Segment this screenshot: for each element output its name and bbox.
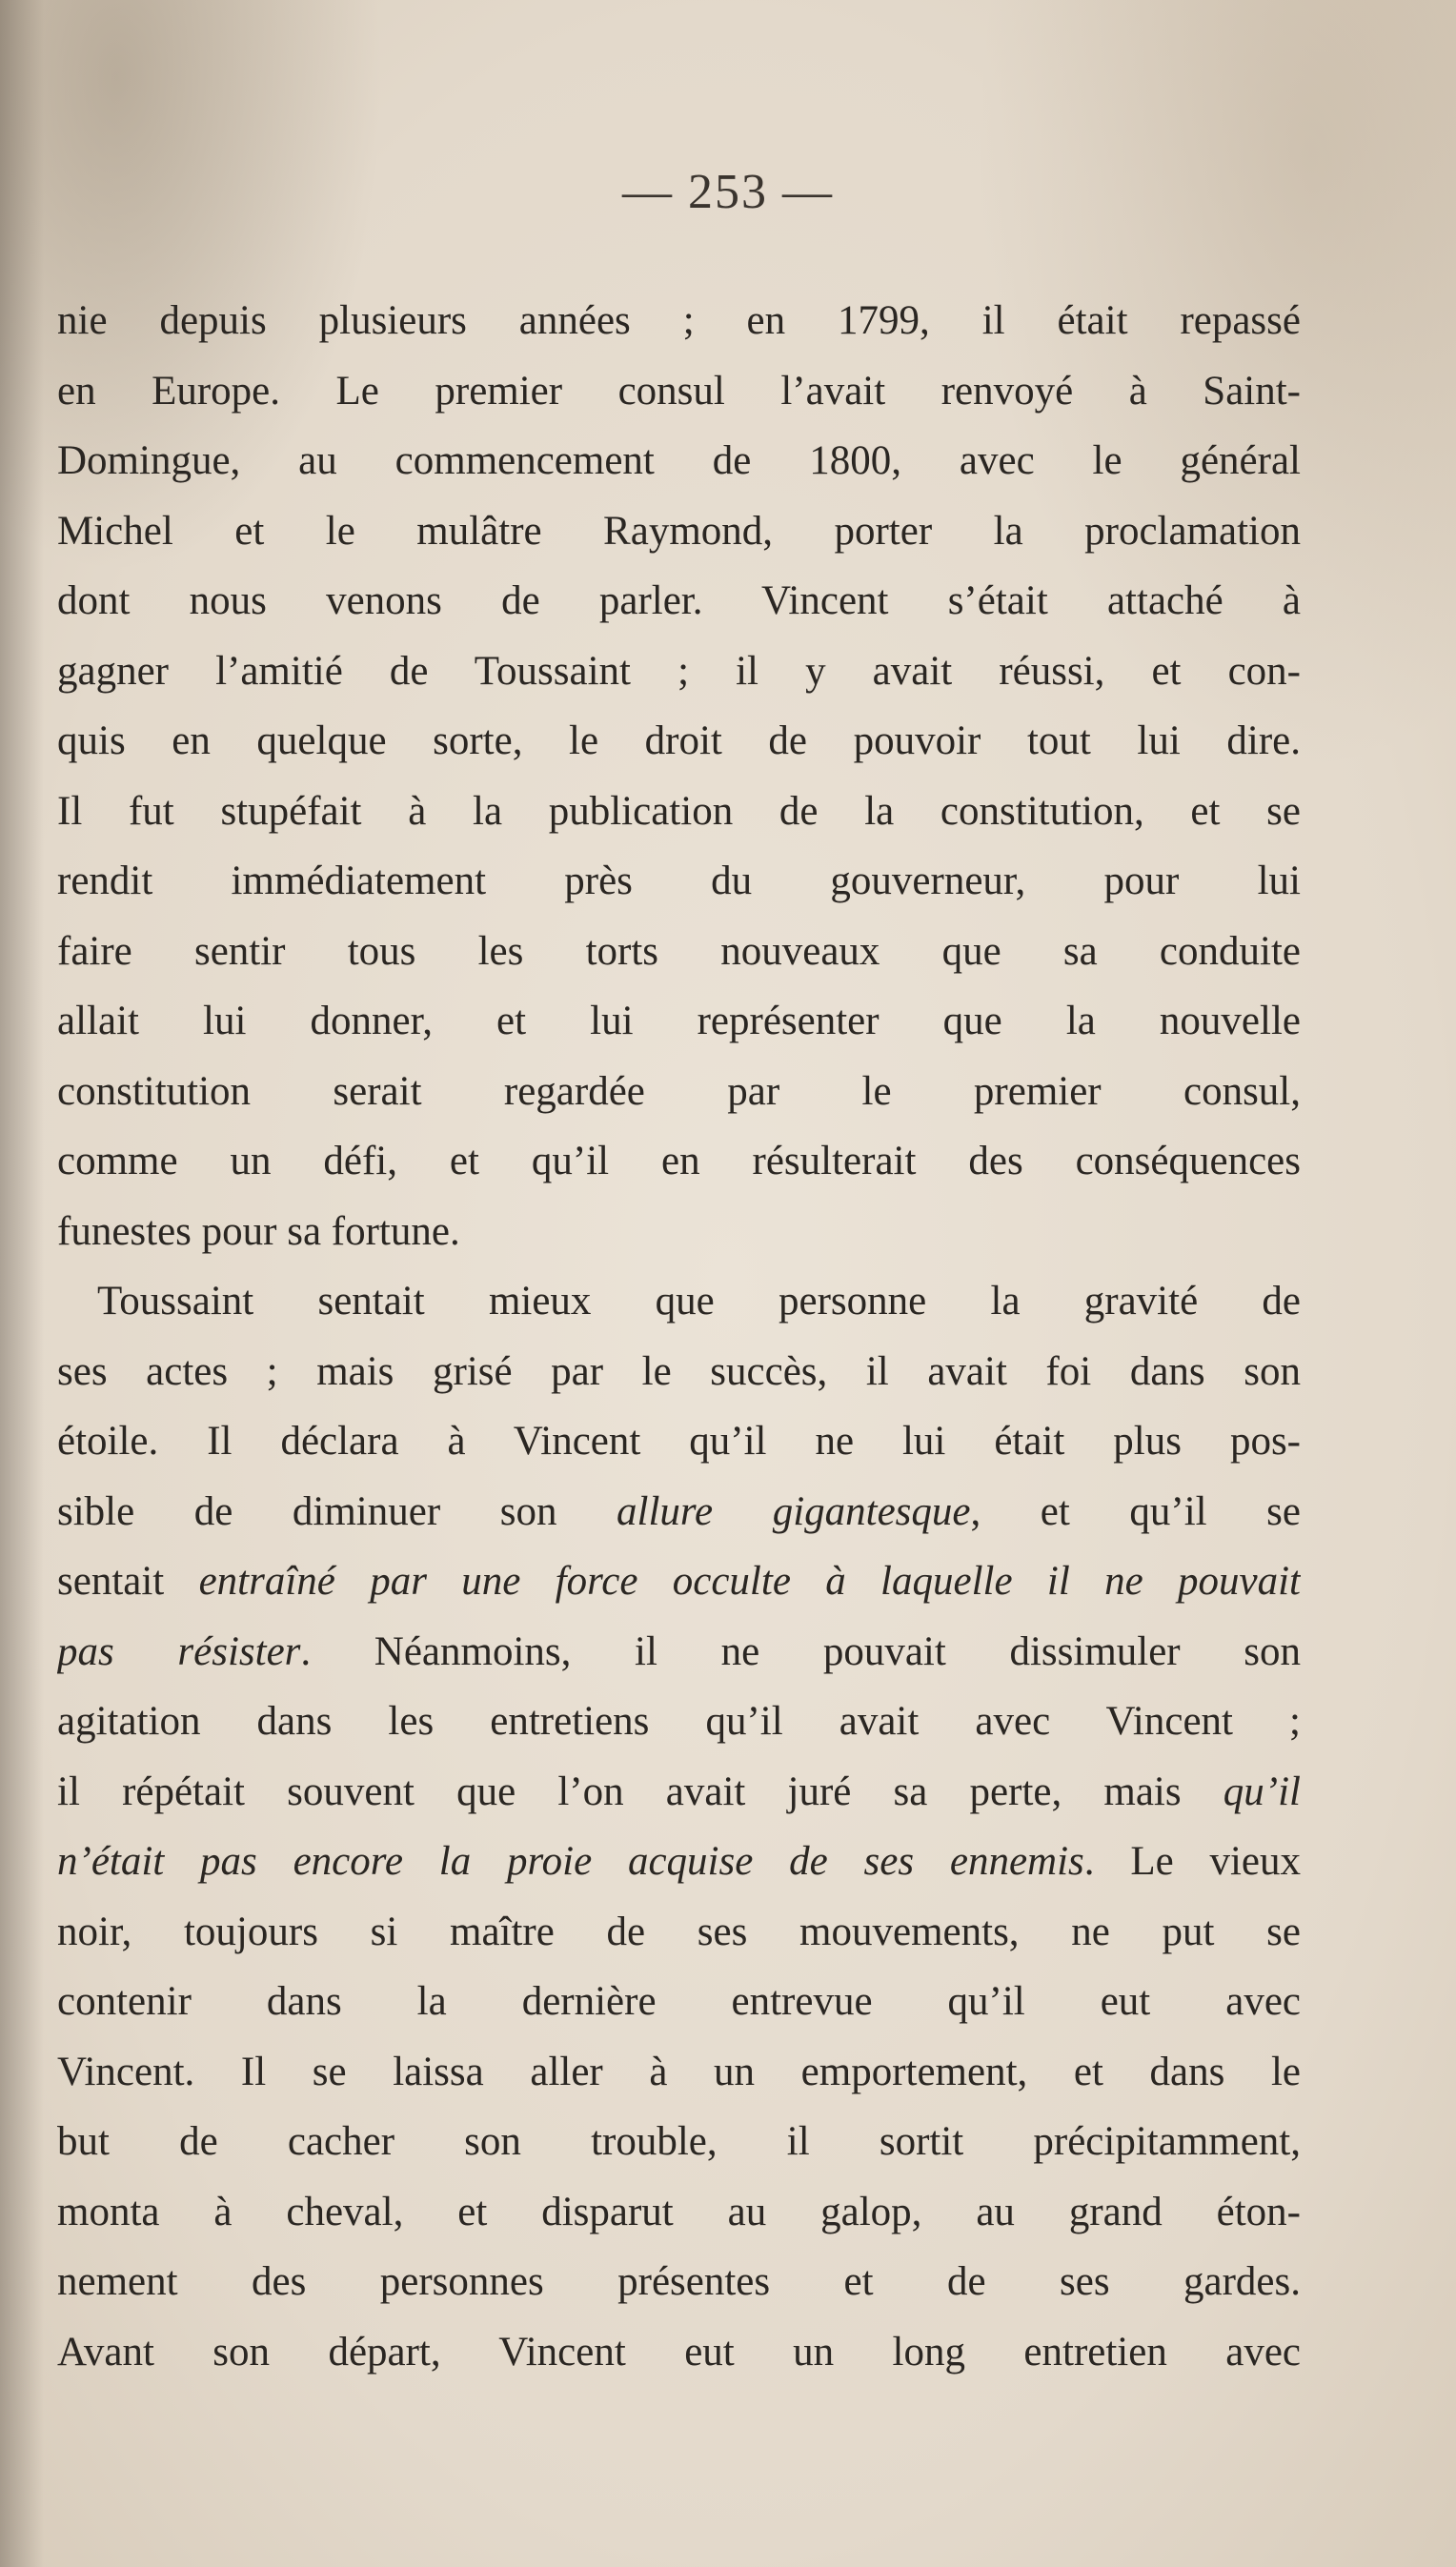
text-line: nement des personnes présentes et de ses gardes. [57, 2259, 1301, 2304]
text-line: dont nous venons de parler. Vincent s’était attaché à [57, 578, 1301, 623]
text-line: Vincent. Il se laissa aller à un emportement, et dans le [57, 2049, 1301, 2094]
text-line: nie depuis plusieurs années ; en 1799, il était repassé [57, 298, 1301, 343]
text-line: gagner l’amitié de Toussaint ; il y avait réussi, et con- [57, 648, 1301, 694]
text-line: Toussaint sentait mieux que personne la gravité de [97, 1279, 1301, 1324]
text-line: Michel et le mulâtre Raymond, porter la proclamation [57, 508, 1301, 554]
italic-quote: entraîné par une force occulte à laquelle il ne pouvait [198, 1559, 1301, 1604]
text-line: il répétait souvent que l’on avait juré sa perte, mais qu’il [57, 1769, 1301, 1814]
text-line: monta à cheval, et disparut au galop, au grand éton- [57, 2189, 1301, 2234]
italic-quote: n’était pas encore la proie acquise de ses ennemis [57, 1839, 1084, 1884]
italic-quote: pas résister [57, 1628, 301, 1674]
text-line: agitation dans les entretiens qu’il avait avec Vincent ; [57, 1699, 1301, 1744]
body-text [57, 286, 1301, 2387]
text-line: sible de diminuer son allure gigantesque, et qu’il se [57, 1488, 1301, 1534]
text-line: quis en quelque sorte, le droit de pouvoir tout lui dire. [57, 718, 1301, 763]
page-edge-shadow [0, 0, 44, 2567]
text-line: étoile. Il déclara à Vincent qu’il ne lui était plus pos- [57, 1419, 1301, 1464]
italic-quote: qu’il [1223, 1769, 1301, 1814]
text-line: Il fut stupéfait à la publication de la constitution, et se [57, 788, 1301, 834]
text-line: rendit immédiatement près du gouverneur, pour lui [57, 859, 1301, 903]
text-line: ses actes ; mais grisé par le succès, il avait foi dans son [57, 1348, 1301, 1394]
text-line: pas résister. Néanmoins, il ne pouvait dissimuler son [57, 1628, 1301, 1674]
text-line: constitution serait regardée par le premier consul, [57, 1068, 1301, 1114]
text-line: allait lui donner, et lui représenter que la nouvelle [57, 999, 1301, 1043]
text-line: Avant son départ, Vincent eut un long entretien avec [57, 2329, 1301, 2375]
page-number: — 253 — [622, 165, 834, 219]
text-line: en Europe. Le premier consul l’avait renvoyé à Saint- [57, 368, 1301, 414]
text-line: but de cacher son trouble, il sortit précipitamment, [57, 2119, 1301, 2164]
text-line: funestes pour sa fortune. [57, 1208, 460, 1254]
text-line: faire sentir tous les torts nouveaux que sa conduite [57, 928, 1301, 974]
text-line: n’était pas encore la proie acquise de ses ennemis. Le vieux [57, 1839, 1301, 1884]
text-line: comme un défi, et qu’il en résulterait des conséquences [57, 1139, 1301, 1183]
text-line: sentait entraîné par une force occulte à laquelle il ne pouvait [57, 1559, 1301, 1604]
text-line: noir, toujours si maître de ses mouvements, ne put se [57, 1909, 1301, 1954]
italic-quote: allure gigantesque [617, 1488, 971, 1534]
text-line: Domingue, au commencement de 1800, avec le général [57, 438, 1301, 483]
text-line: contenir dans la dernière entrevue qu’il eut avec [57, 1979, 1301, 2024]
